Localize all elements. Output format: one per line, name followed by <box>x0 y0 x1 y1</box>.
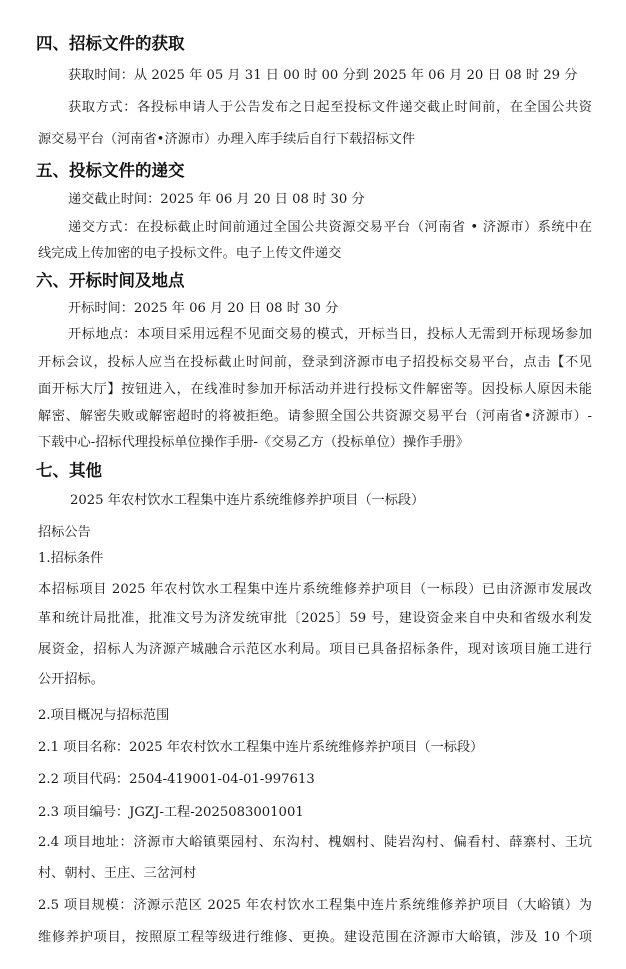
project-name-item: 2.1 项目名称：2025 年农村饮水工程集中连片系统维修养护项目（一标段） <box>38 740 484 755</box>
section-4-title: 四、招标文件的获取 <box>36 34 185 53</box>
open-place-line-3: 面开标大厅】按钮进入，在线准时参加开标活动并进行投标文件解密等。因投标人原因未能 <box>38 382 592 397</box>
open-place-line-5: 下载中心-招标代理投标单位操作手册-《交易乙方（投标单位）操作手册》 <box>38 435 469 450</box>
overview-heading: 2.项目概况与招标范围 <box>38 708 170 723</box>
get-time-text: 获取时间：从 2025 年 05 月 31 日 00 时 00 分到 2025 年 06 月 20 日 08 时 29 分 <box>68 68 578 83</box>
conditions-line-3: 展资金，招标人为济源产城融合示范区水利局。项目已具备招标条件，现对该项目施工进行 <box>38 642 592 657</box>
section-7-title: 七、其他 <box>36 461 102 480</box>
submit-method-line-1: 递交方式：在投标截止时间前通过全国公共资源交易平台（河南省 • 济源市）系统中在 <box>68 220 592 235</box>
open-time-text: 开标时间：2025 年 06 月 20 日 08 时 30 分 <box>68 301 339 316</box>
conditions-line-2: 革和统计局批准，批准文号为济发统审批〔2025〕59 号，建设资金来自中央和省级水利发 <box>38 611 592 626</box>
project-scale-line-2: 维修养护项目，按照原工程等级进行维修、更换。建设范围在济源市大峪镇，涉及 10 个项 <box>38 930 592 945</box>
other-project-title: 2025 年农村饮水工程集中连片系统维修养护项目（一标段） <box>70 493 425 508</box>
project-site-line-1: 2.4 项目地址：济源市大峪镇栗园村、东沟村、槐姻村、陡岩沟村、偏看村、薛寨村、王坑 <box>38 835 592 850</box>
open-place-line-4: 解密、解密失败或解密超时的将被拒绝。请参照全国公共资源交易平台（河南省•济源市）- <box>38 409 592 424</box>
get-method-line-2: 源交易平台（河南省•济源市）办理入库手续后自行下载招标文件 <box>38 132 416 147</box>
project-code-item: 2.2 项目代码：2504-419001-04-01-997613 <box>38 772 315 787</box>
project-scale-line-1: 2.5 项目规模：济源示范区 2025 年农村饮水工程集中连片系统维修养护项目（大峪镇）为 <box>38 898 592 913</box>
section-6-title: 六、开标时间及地点 <box>36 271 185 290</box>
conditions-line-1: 本招标项目 2025 年农村饮水工程集中连片系统维修养护项目（一标段）已由济源市发展改 <box>38 582 592 597</box>
open-place-line-2: 开标会议，投标人应当在投标截止时间前，登录到济源市电子招投标交易平台，点击【不见 <box>38 355 592 370</box>
submit-method-line-2: 线完成上传加密的电子投标文件。电子上传文件递交 <box>38 246 342 261</box>
submit-deadline-text: 递交截止时间：2025 年 06 月 20 日 08 时 30 分 <box>68 192 365 207</box>
open-place-line-1: 开标地点：本项目采用远程不见面交易的模式，开标当日，投标人无需到开标现场参加 <box>68 327 592 342</box>
notice-heading: 招标公告 <box>38 525 91 540</box>
section-5-title: 五、投标文件的递交 <box>36 161 185 180</box>
get-method-line-1: 获取方式：各投标申请人于公告发布之日起至投标文件递交截止时间前，在全国公共资 <box>68 100 592 115</box>
conditions-line-4: 公开招标。 <box>38 672 104 687</box>
conditions-heading: 1.招标条件 <box>38 551 104 566</box>
project-site-line-2: 村、朝村、王庄、三岔河村 <box>38 866 197 881</box>
project-number-item: 2.3 项目编号：JGZJ-工程-2025083001001 <box>38 805 304 820</box>
